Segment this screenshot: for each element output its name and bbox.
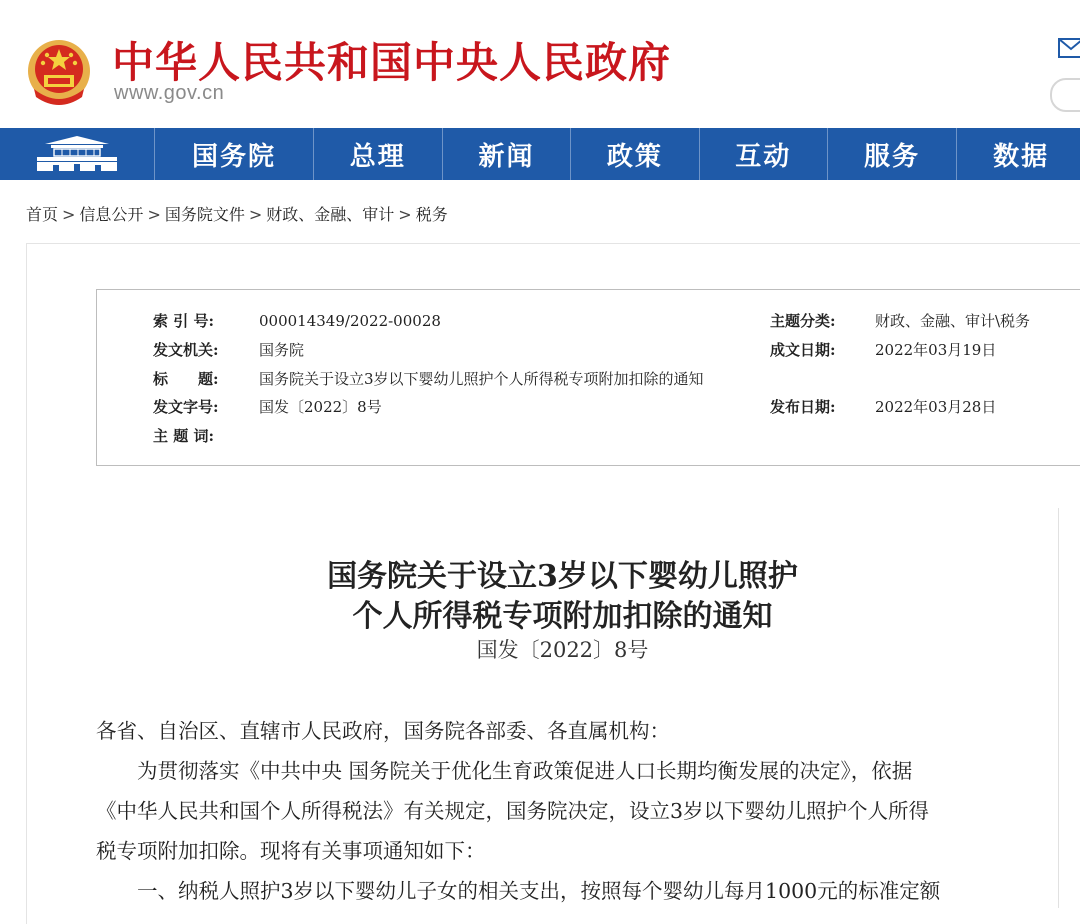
- nav-item-data[interactable]: 数据: [993, 141, 1050, 172]
- title-label: 标 题:: [153, 370, 219, 388]
- breadcrumb-separator: >: [62, 205, 76, 224]
- document-info-table: [96, 289, 1080, 466]
- issuer-value: 国务院: [259, 341, 305, 359]
- site-domain: www.gov.cn: [114, 82, 225, 104]
- site-header: [0, 0, 1080, 128]
- nav-item-premier[interactable]: 总理: [314, 128, 443, 180]
- main-nav: [0, 128, 1080, 180]
- nav-item-news[interactable]: 新闻: [443, 128, 571, 180]
- paragraph-line: 税专项附加扣除。现将有关事项通知如下：: [96, 839, 486, 863]
- breadcrumb-taxation[interactable]: 税务: [415, 205, 448, 224]
- mail-icon[interactable]: [1058, 38, 1080, 58]
- breadcrumb-home[interactable]: 首页: [26, 205, 59, 224]
- title-value: 国务院关于设立3岁以下婴幼儿照护个人所得税专项附加扣除的通知: [259, 370, 704, 388]
- written-date-label: 成文日期:: [770, 341, 836, 359]
- nav-item-interaction[interactable]: 互动: [700, 128, 828, 180]
- info-row-title: [97, 368, 1080, 390]
- paragraph-line: 一、纳税人照护3岁以下婴幼儿子女的相关支出，按照每个婴幼儿每月1000元的标准定额: [96, 879, 941, 903]
- paragraph-salutation: 各省、自治区、直辖市人民政府，国务院各部委、各直属机构：: [96, 719, 670, 743]
- national-emblem-icon[interactable]: [26, 37, 92, 107]
- breadcrumb: [26, 202, 448, 225]
- document-number: 国发〔2022〕8号: [476, 638, 649, 662]
- info-row-keywords: [97, 425, 1080, 447]
- keywords-label: 主 题 词:: [153, 427, 214, 445]
- nav-item-state-council[interactable]: 国务院: [155, 128, 313, 180]
- info-row-doc-number: [97, 396, 1080, 418]
- index-label: 索 引 号:: [153, 312, 214, 330]
- info-row-index: [97, 310, 1080, 332]
- info-row-issuer: [97, 339, 1080, 361]
- index-value: 000014349/2022-00028: [259, 312, 441, 330]
- tiananmen-icon: [31, 135, 123, 173]
- breadcrumb-separator: >: [398, 205, 412, 224]
- paragraph-line: 为贯彻落实《中共中央 国务院关于优化生育政策促进人口长期均衡发展的决定》，依据: [96, 759, 913, 783]
- nav-home[interactable]: [0, 128, 155, 180]
- topic-value: 财政、金融、审计\税务: [875, 312, 1031, 330]
- written-date-value: 2022年03月19日: [875, 341, 997, 359]
- doc-number-label: 发文字号:: [153, 398, 219, 416]
- publish-date-label: 发布日期:: [770, 398, 836, 416]
- issuer-label: 发文机关:: [153, 341, 219, 359]
- publish-date-value: 2022年03月28日: [875, 398, 997, 416]
- site-title[interactable]: 中华人民共和国中央人民政府: [112, 38, 672, 87]
- nav-item-policy[interactable]: 政策: [571, 128, 699, 180]
- document-title-line-1: 国务院关于设立3岁以下婴幼儿照护: [327, 559, 798, 594]
- breadcrumb-finance-category[interactable]: 财政、金融、审计: [266, 205, 395, 224]
- search-input[interactable]: [1050, 78, 1080, 112]
- topic-label: 主题分类:: [770, 312, 836, 330]
- doc-number-value: 国发〔2022〕8号: [259, 398, 382, 416]
- document-title-line-2: 个人所得税专项附加扣除的通知: [352, 599, 773, 634]
- breadcrumb-separator: >: [147, 205, 161, 224]
- breadcrumb-state-council-documents[interactable]: 国务院文件: [164, 205, 245, 224]
- breadcrumb-info-disclosure[interactable]: 信息公开: [79, 205, 144, 224]
- nav-item-services[interactable]: 服务: [828, 128, 957, 180]
- paragraph-line: 《中华人民共和国个人所得税法》有关规定，国务院决定，设立3岁以下婴幼儿照护个人所得: [96, 799, 930, 823]
- breadcrumb-separator: >: [248, 205, 263, 224]
